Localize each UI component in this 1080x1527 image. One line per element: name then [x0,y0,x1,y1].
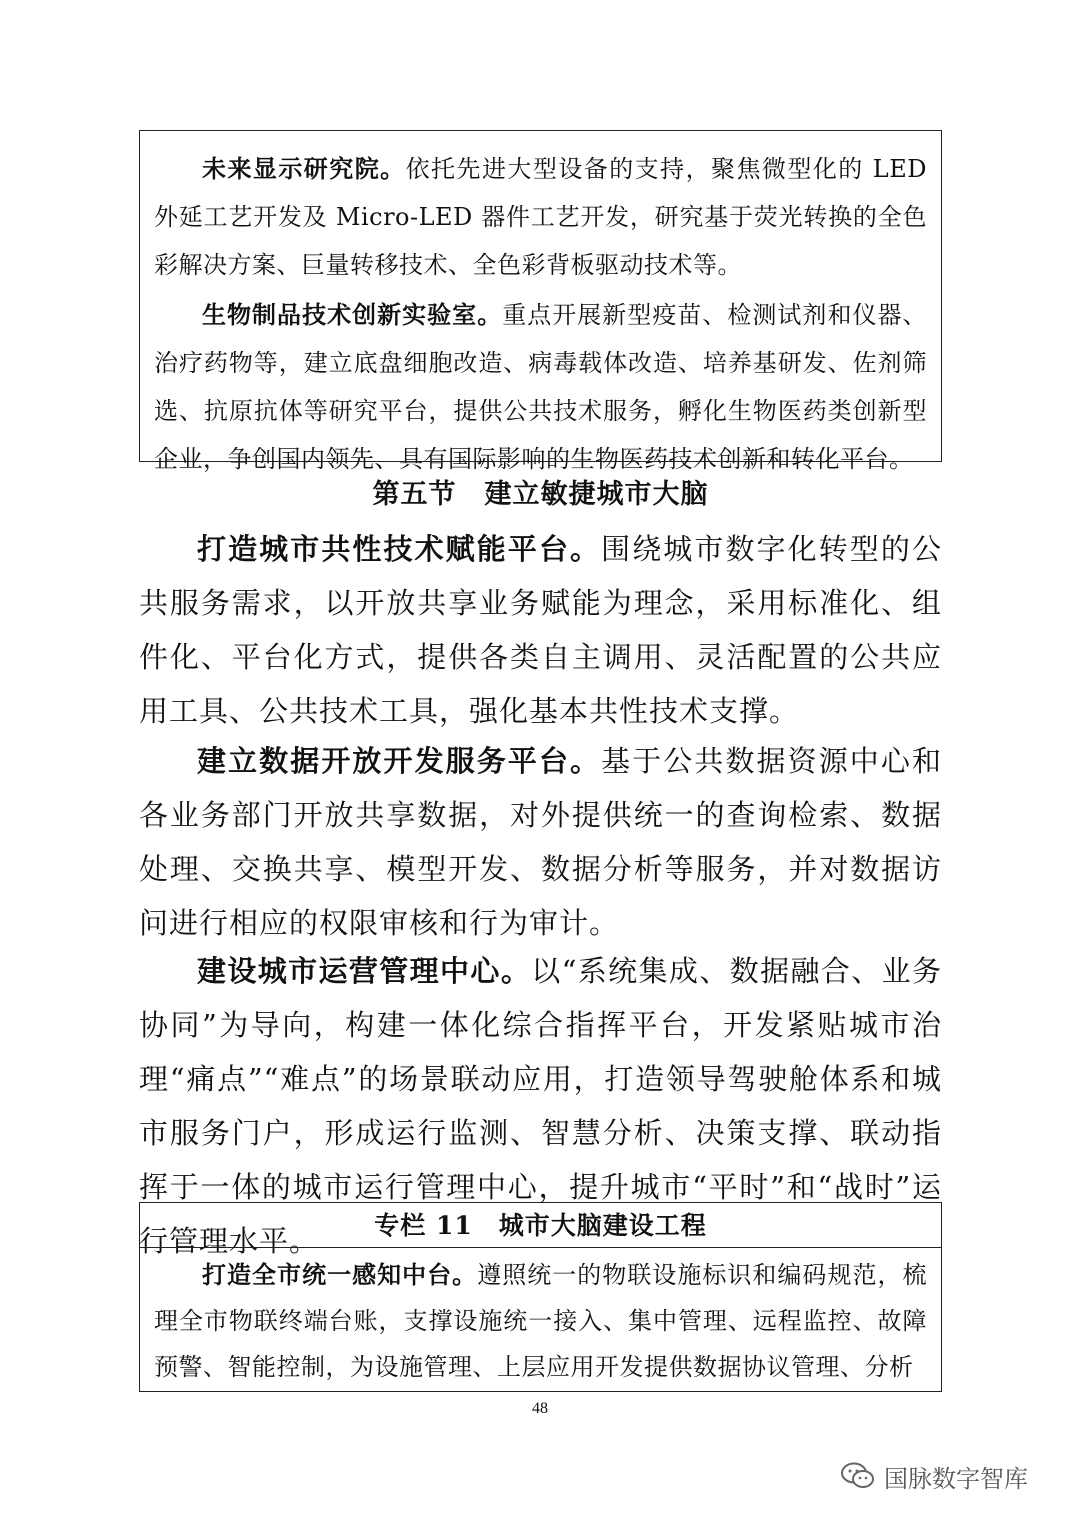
research-box [139,130,942,473]
paragraph-text: 重点开展新型疫苗、检测试剂和仪器、治疗药物等，建立底盘细胞改造、病毒载体改造、培养基研发、佐剂筛选、抗原抗体等研究平台，提供公共技术服务，孵化生物医药类创新型企业，争创国内领先、具有国际影响的生物医药技术创新和转化平台。 [154,301,928,473]
paragraph-heading: 生物制品技术创新实验室。 [202,300,503,329]
body-paragraph-1 [139,522,942,738]
watermark [840,1456,1028,1496]
column-title: 专栏 11 城市大脑建设工程 [140,1203,941,1248]
watermark-text: 国脉数字智库 [884,1464,1028,1493]
paragraph-heading: 未来显示研究院。 [202,154,406,183]
wechat-icon [840,1461,876,1491]
paragraph-bio-lab [154,291,927,483]
body-paragraph-2 [139,734,942,950]
paragraph-heading: 建设城市运营管理中心。 [197,954,532,988]
paragraph-heading: 打造全市统一感知中台。 [202,1260,478,1289]
paragraph-text: 基于公共数据资源中心和各业务部门开放共享数据，对外提供统一的查询检索、数据处理、交换共享、模型开发、数据分析等服务，并对数据访问进行相应的权限审核和行为审计。 [139,744,942,940]
paragraph-text: 遵照统一的物联设施标识和编码规范，梳理全市物联终端台账，支撑设施统一接入、集中管理、远程监控、故障预警、智能控制，为设施管理、上层应用开发提供数据协议管理、分析 [154,1261,928,1381]
paragraph-heading: 建立数据开放开发服务平台。 [197,744,602,778]
paragraph-text: 围绕城市数字化转型的公共服务需求，以开放共享业务赋能为理念，采用标准化、组件化、平台化方式，提供各类自主调用、灵活配置的公共应用工具、公共技术工具，强化基本共性技术支撑。 [139,532,942,728]
section-title: 第五节 建立敏捷城市大脑 [372,479,709,510]
paragraph-future-display [154,145,927,289]
paragraph-text: 以“系统集成、数据融合、业务协同”为导向，构建一体化综合指挥平台，开发紧贴城市治理“痛点”“难点”的场景联动应用，打造领导驾驶舱体系和城市服务门户，形成运行监测、智慧分析、决策支撑、联动指挥于一体的城市运行管理中心，提升城市“平时”和“战时”运行管理水平。 [139,954,942,1258]
paragraph-text: 依托先进大型设备的支持，聚焦微型化的 LED 外延工艺开发及 Micro-LED 器件工艺开发，研究基于荧光转换的全色彩解决方案、巨量转移技术、全色彩背板驱动技术等。 [154,155,928,279]
paragraph-heading: 打造城市共性技术赋能平台。 [197,532,602,566]
page-number: 48 [532,1400,548,1417]
column-box [139,1202,942,1392]
paragraph-sensing-platform [154,1252,927,1390]
